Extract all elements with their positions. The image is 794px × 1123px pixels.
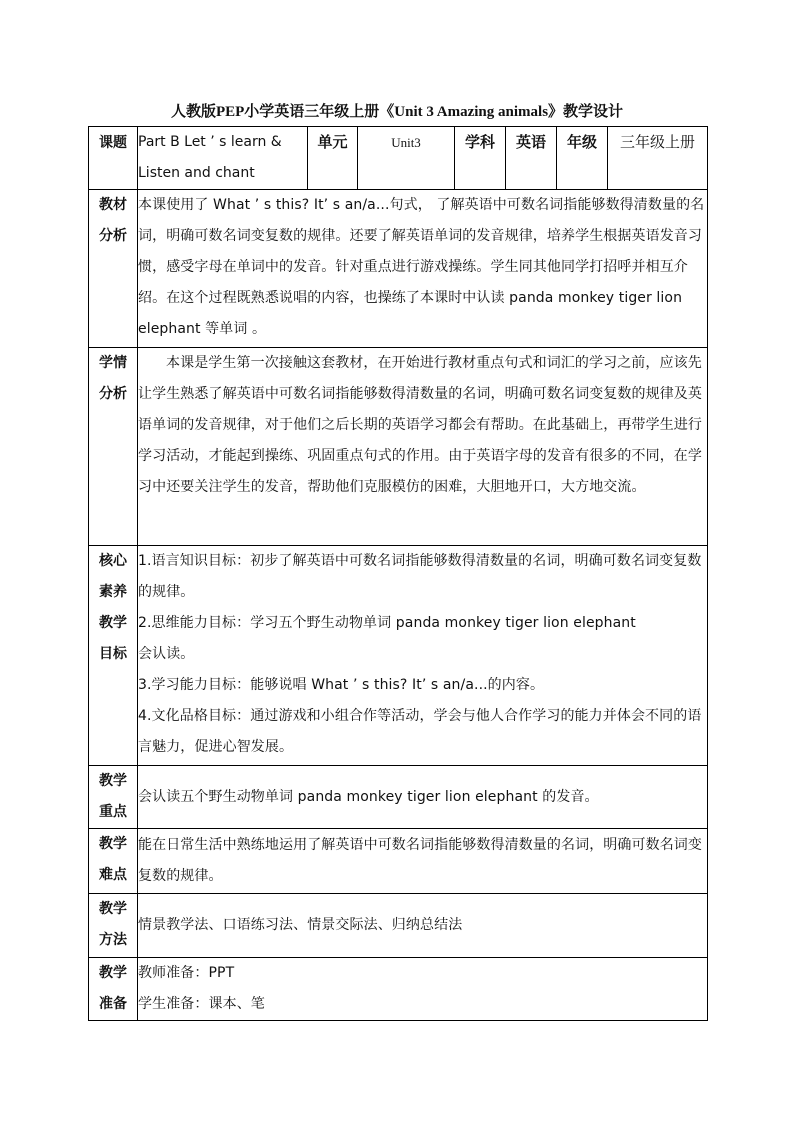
key-label-line1: 教学 (99, 773, 127, 789)
goal-thinking-cont: 会认读。 (138, 646, 195, 662)
preparation-text (138, 958, 708, 1021)
key-points-text: 会认读五个野生动物单词 panda monkey tiger lion elephant 的发音。 (138, 766, 708, 829)
preparation-label-line2: 准备 (99, 996, 127, 1012)
key-points-row (89, 766, 708, 829)
literacy-label-line2: 素养 (99, 584, 127, 600)
lesson-plan-table (88, 126, 708, 1021)
teacher-preparation: 教师准备：PPT (138, 965, 235, 981)
material-analysis-text: 本课使用了 What ’ s this? It’ s an/a...句式， 了解英语中可数名词指能够数得清数量的名词，明确可数名词变复数的规律。还要了解英语单词的发音规律，培养学生根据英语发音习惯，感受字母在单词中的发音。针对重点进行游戏操练。学生同其他同学打招呼并相互介绍。在这个过程既熟悉说唱的内容，也操练了本课时中认读 panda monkey tiger lion elephant 等单词 。 (138, 190, 708, 348)
topic-label: 课题 (89, 127, 138, 190)
methods-label-line2: 方法 (99, 932, 127, 948)
subject-value: 英语 (506, 127, 557, 190)
page-title: 人教版PEP小学英语三年级上册《Unit 3 Amazing animals》教学设计 (170, 104, 624, 120)
student-analysis-row (89, 348, 708, 546)
key-label-line2: 重点 (99, 804, 127, 820)
preparation-label (89, 958, 138, 1021)
goal-thinking: 2.思维能力目标：学习五个野生动物单词 panda monkey tiger lion elephant (138, 615, 636, 631)
key-points-label (89, 766, 138, 829)
material-analysis-label (89, 190, 138, 348)
methods-row (89, 894, 708, 958)
literacy-goals-row (89, 546, 708, 766)
preparation-label-line1: 教学 (99, 965, 127, 981)
material-analysis-row (89, 190, 708, 348)
unit-label: 单元 (308, 127, 358, 190)
literacy-goals-label (89, 546, 138, 766)
grade-label: 年级 (557, 127, 608, 190)
topic-value: Part B Let ’ s learn & Listen and chant (138, 127, 308, 190)
methods-text: 情景教学法、口语练习法、情景交际法、归纳总结法 (138, 894, 708, 958)
literacy-goals-text (138, 546, 708, 766)
student-analysis-label (89, 348, 138, 546)
students-label-line2: 分析 (99, 386, 127, 402)
methods-label (89, 894, 138, 958)
student-preparation: 学生准备：课本、笔 (138, 996, 265, 1012)
subject-label: 学科 (455, 127, 506, 190)
students-label-line1: 学情 (99, 355, 127, 371)
material-label-line1: 教材 (99, 197, 127, 213)
goal-culture: 4.文化品格目标：通过游戏和小组合作等活动，学会与他人合作学习的能力并体会不同的语言魅力，促进心智发展。 (138, 708, 702, 755)
grade-value: 三年级上册 (608, 127, 708, 190)
literacy-label-line1: 核心 (99, 553, 127, 569)
student-analysis-text: 本课是学生第一次接触这套教材，在开始进行教材重点句式和词汇的学习之前，应该先让学生熟悉了解英语中可数名词指能够数得清数量的名词，明确可数名词变复数的规律及英语单词的发音规律，对于他们之后长期的英语学习都会有帮助。在此基础上，再带学生进行学习活动，才能起到操练、巩固重点句式的作用。由于英语字母的发音有很多的不同，在学习中还要关注学生的发音，帮助他们克服模仿的困难，大胆地开口，大方地交流。 (138, 348, 708, 546)
goal-language: 1.语言知识目标：初步了解英语中可数名词指能够数得清数量的名词，明确可数名词变复数的规律。 (138, 553, 702, 600)
unit-value: Unit3 (358, 127, 455, 190)
header-row (89, 127, 708, 190)
goal-learning: 3.学习能力目标：能够说唱 What ’ s this? It’ s an/a...的内容。 (138, 677, 545, 693)
literacy-label-line4: 目标 (99, 646, 127, 662)
difficulties-label (89, 829, 138, 894)
preparation-row (89, 958, 708, 1021)
material-label-line2: 分析 (99, 228, 127, 244)
methods-label-line1: 教学 (99, 901, 127, 917)
literacy-label-line3: 教学 (99, 615, 127, 631)
difficulties-label-line1: 教学 (99, 836, 127, 852)
difficulties-text: 能在日常生活中熟练地运用了解英语中可数名词指能够数得清数量的名词，明确可数名词变复数的规律。 (138, 829, 708, 894)
difficulties-label-line2: 难点 (99, 867, 127, 883)
difficulties-row (89, 829, 708, 894)
